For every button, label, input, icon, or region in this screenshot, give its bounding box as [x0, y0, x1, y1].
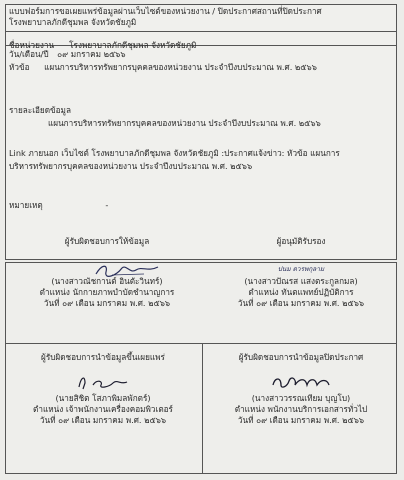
date-label: วัน/เดือน/ปี: [9, 49, 49, 59]
form-top-section: [5, 4, 397, 260]
column-divider: [202, 343, 203, 474]
form-title-line1: แบบฟอร์มการขอเผยแพร่ข้อมูลผ่านเว็บไซต์ของหน่วยงาน / ปิดประกาศสถานที่ปิดประกาศ: [9, 6, 322, 16]
poster-signature-block: [204, 352, 398, 426]
provider-signature-image: [52, 262, 202, 276]
subject-label: หัวข้อ: [9, 62, 30, 72]
agency-row: [6, 32, 396, 50]
link-line1: Link ภายนอก เว็บไซต์ โรงพยาบาลภักดีชุมพล จังหวัดชัยภูมิ :ประกาศแจ้งข่าว: หัวข้อ แผนการ: [9, 148, 340, 158]
provider-heading: ผู้รับผิดชอบการให้ข้อมูล: [64, 236, 150, 246]
provider-signature-block: [12, 236, 202, 247]
provider-name: (นางสาวณัชกานต์ อินตัะวินทร์): [51, 276, 163, 286]
publisher-position: ตำแหน่ง เจ้าพนักงานเครื่องคอมพิวเตอร์: [33, 404, 173, 414]
publisher-name: (นายสิชิต โสภาพิมลพักตร์): [55, 393, 151, 403]
subject-value: แผนการบริหารทรัพยากรบุคคลของหน่วยงาน ประจำปีงบประมาณ พ.ศ. ๒๕๖๖: [44, 62, 317, 72]
poster-signature-image: [204, 373, 398, 393]
approver-signature-image: [206, 262, 396, 276]
remark-value: -: [105, 200, 109, 210]
poster-date: วันที่ ๐๙ เดือน มกราคม พ.ศ. ๒๕๖๖: [237, 415, 365, 425]
approver-name: (นางสาวปัณรส แสงตระกูลกมล): [244, 276, 358, 286]
poster-heading: ผู้รับผิดชอบการนำข้อมูลปิดประกาศ: [238, 352, 364, 362]
approver-position: ตำแหน่ง ทันตแพทย์ปฏิบัติการ: [248, 287, 354, 297]
date-value: ๐๙ มกราคม ๒๕๖๖: [57, 49, 126, 59]
provider-date: วันที่ ๐๙ เดือน มกราคม พ.ศ. ๒๕๖๖: [43, 298, 171, 308]
approver-heading: ผู้อนุมัติรับรอง: [276, 236, 326, 246]
link-line2: บริหารทรัพยากรบุคคลของหน่วยงาน ประจำปีงบประมาณ พ.ศ. ๒๕๖๖: [9, 161, 253, 171]
publisher-signature-icon: [73, 373, 133, 391]
poster-name: (นางสาววรรณเทียม บุญโบ): [251, 393, 351, 403]
publisher-signature-block: [8, 352, 198, 426]
approver-heading-block: [206, 236, 396, 247]
poster-signature-icon: [269, 373, 333, 391]
form-title: [6, 5, 396, 32]
approver-signature-area: [206, 262, 396, 309]
form-body: [6, 46, 396, 259]
publisher-date: วันที่ ๐๙ เดือน มกราคม พ.ศ. ๒๕๖๖: [39, 415, 167, 425]
date-row: [9, 49, 126, 60]
remark-row: [9, 200, 108, 211]
publisher-signature-image: [8, 373, 198, 393]
provider-signature-area: [12, 262, 202, 309]
provider-position: ตำแหน่ง นักกายภาพบำบัดชำนาญการ: [39, 287, 175, 297]
approver-signature-text: ปนม ดวรพกุลาม: [277, 265, 325, 273]
detail-label: รายละเอียดข้อมูล: [9, 105, 71, 115]
form-title-line2: โรงพยาบาลภักดีชุมพล จังหวัดชัยภูมิ: [9, 17, 137, 27]
subject-row: [9, 62, 317, 73]
remark-label: หมายเหตุ: [9, 200, 43, 210]
poster-position: ตำแหน่ง พนักงานบริการเอกสารทั่วไป: [234, 404, 368, 414]
agency-label: ชื่อหน่วยงาน: [9, 40, 55, 50]
publisher-heading: ผู้รับผิดชอบการนำข้อมูลขึ้นเผยแพร่: [41, 352, 165, 362]
agency-value: โรงพยาบาลภักดีชุมพล จังหวัดชัยภูมิ: [69, 40, 197, 50]
divider-line: [6, 343, 396, 344]
detail-value: แผนการบริหารทรัพยากรบุคคลของหน่วยงาน ประจำปีงบประมาณ พ.ศ. ๒๕๖๖: [48, 118, 321, 128]
approver-date: วันที่ ๐๙ เดือน มกราคม พ.ศ. ๒๕๖๖: [237, 298, 365, 308]
